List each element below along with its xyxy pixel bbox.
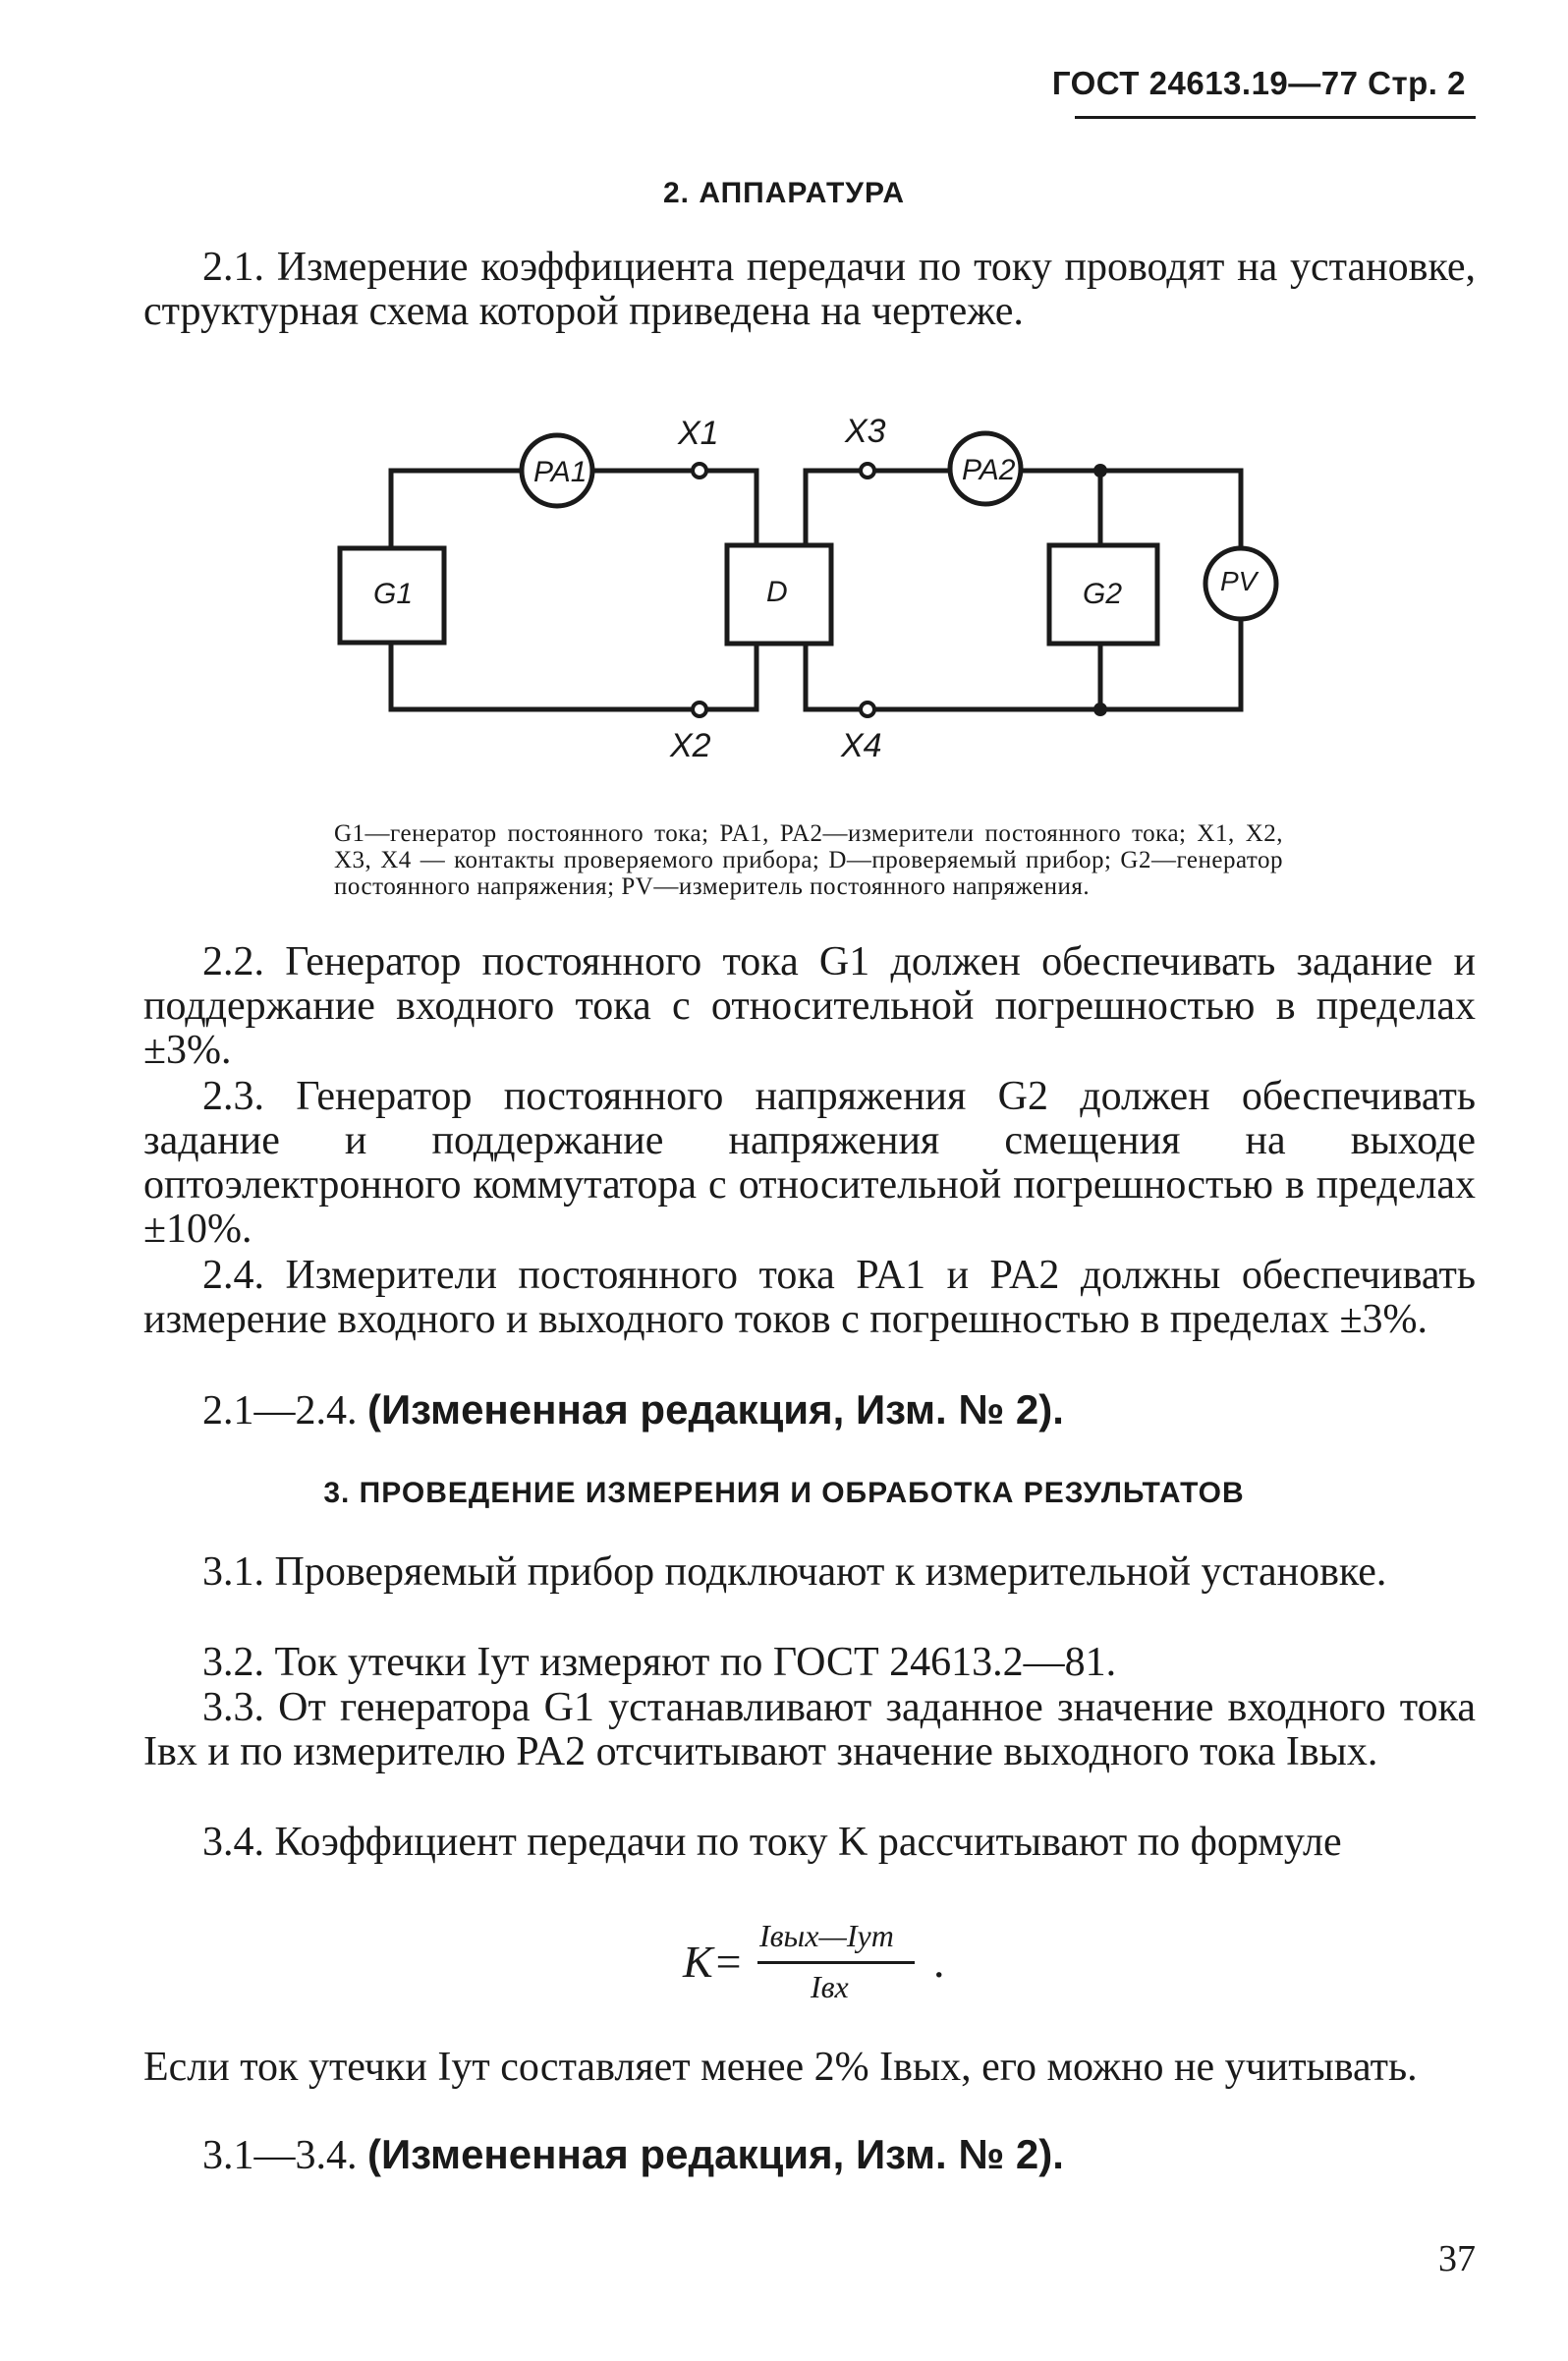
diagram-caption: G1—генератор постоянного тока; PA1, PA2—измерители постоянного тока; X1, X2, X3, X4 — контакты проверяемого прибора; D—проверяемый прибор; G2—генератор постоянного напряжения; PV—измеритель постоянного напряжения. — [334, 820, 1283, 900]
label-x2: X2 — [670, 727, 711, 764]
formula — [683, 1918, 978, 2026]
paragraph-3-3: 3.3. От генератора G1 устанавливают заданное значение входного тока Iвх и по измерителю PA2 отсчитывают значение выходного тока Iвых. — [143, 1685, 1476, 1774]
formula-tail: . — [933, 1937, 945, 1987]
page-header: ГОСТ 24613.19—77 Стр. 2 — [1051, 65, 1466, 101]
label-x3: X3 — [845, 413, 886, 450]
header-rule — [1075, 116, 1476, 119]
label-pa2: PA2 — [962, 454, 1016, 486]
circuit-diagram — [0, 393, 1568, 786]
section-2-title: 2. АППАРАТУРА — [663, 177, 905, 209]
label-d: D — [766, 576, 788, 608]
label-g1: G1 — [373, 578, 414, 610]
formula-numerator: Iвых—Iут — [759, 1918, 894, 1953]
label-x1: X1 — [678, 415, 719, 452]
paragraph-3-note: 3.1—3.4. (Измененная редакция, Изм. № 2). — [202, 2131, 1064, 2178]
contact-x2 — [693, 703, 706, 716]
paragraph-3-2: 3.2. Ток утечки Iут измеряют по ГОСТ 24613.2—81. — [202, 1640, 1117, 1685]
paragraph-3-1: 3.1. Проверяемый прибор подключают к измерительной установке. — [202, 1549, 1387, 1595]
label-x4: X4 — [841, 727, 882, 764]
fraction-bar — [757, 1961, 915, 1964]
contact-x4 — [861, 703, 874, 716]
paragraph-2-4: 2.4. Измерители постоянного тока PA1 и PA2 должны обеспечивать измерение входного и выходного токов с погрешностью в пределах ±3%. — [143, 1253, 1476, 1342]
contact-x3 — [861, 464, 874, 478]
paragraph-2-note: 2.1—2.4. (Измененная редакция, Изм. № 2). — [202, 1386, 1064, 1433]
paragraph-3-4: 3.4. Коэффициент передачи по току K рассчитывают по формуле — [202, 1820, 1342, 1865]
paragraph-3-5: Если ток утечки Iут составляет менее 2% Iвых, его можно не учитывать. — [143, 2045, 1418, 2090]
label-pa1: PA1 — [533, 456, 588, 488]
paragraph-2-1: 2.1. Измерение коэффициента передачи по току проводят на установке, структурная схема которой приведена на чертеже. — [143, 245, 1476, 334]
page-number: 37 — [1438, 2238, 1476, 2279]
formula-lhs: K= — [683, 1937, 744, 1987]
contact-x1 — [693, 464, 706, 478]
label-g2: G2 — [1083, 578, 1123, 610]
formula-denominator: Iвх — [811, 1969, 849, 2004]
section-3-title: 3. ПРОВЕДЕНИЕ ИЗМЕРЕНИЯ И ОБРАБОТКА РЕЗУЛЬТАТОВ — [323, 1477, 1245, 1509]
paragraph-2-3: 2.3. Генератор постоянного напряжения G2 должен обеспечивать задание и поддержание напряжения смещения на выходе оптоэлектронного коммутатора с относительной погрешностью в пределах ±10%. — [143, 1074, 1476, 1252]
label-pv: PV — [1220, 566, 1258, 596]
paragraph-2-2: 2.2. Генератор постоянного тока G1 должен обеспечивать задание и поддержание входного тока с относительной погрешностью в пределах ±3%. — [143, 939, 1476, 1073]
